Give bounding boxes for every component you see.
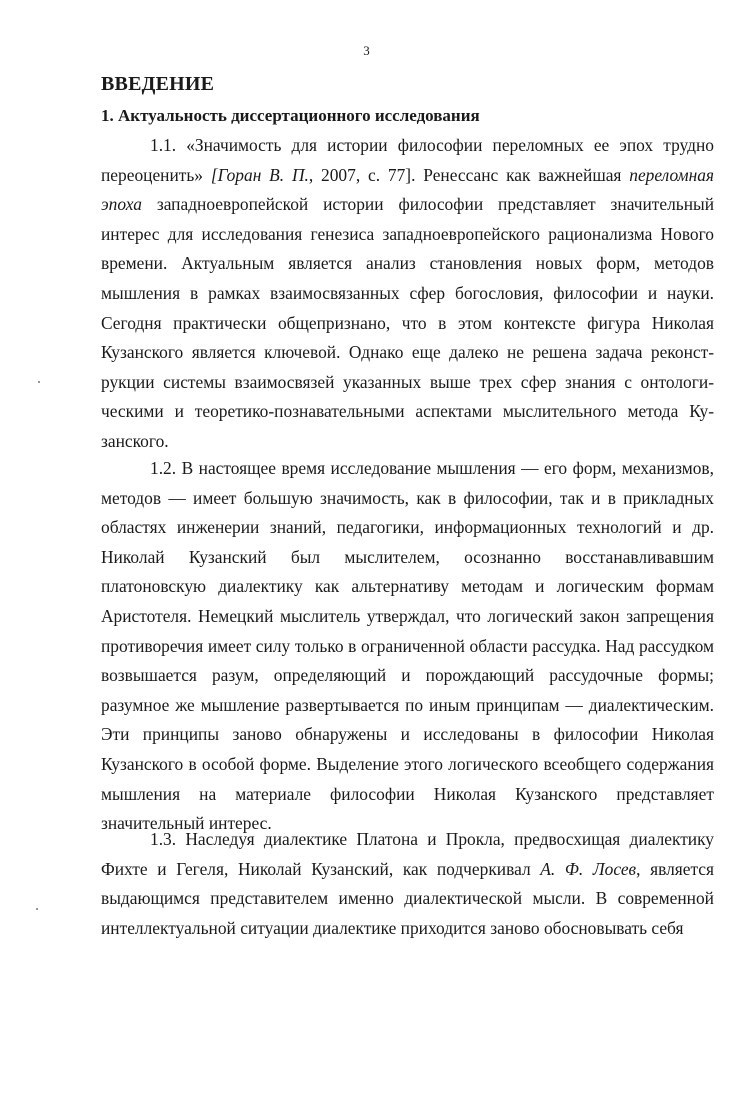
paragraph-text: , является выдающимся представителем именно диалектической мысли. В современной интеллектуальной ситуации диалектике приходится заново обосновывать себя [101,858,715,938]
scan-speck [38,381,40,383]
section-title: 1. Актуальность диссертационного исследования [101,106,480,125]
scan-speck [36,908,38,910]
chapter-heading: ВВЕДЕНИЕ [101,73,215,95]
paragraph-text: западноевропейской истории философии представляет значительный интерес для исследования генезиса западноевропейского рационализма Нового времени. Актуальным является анализ становления новых форм, методов мышления в рамках взаимосвязанных сфер богословия, философии и науки. Сегодня практически общепризнано, что в этом контексте фигура Николая Кузанского является ключевой. Однако еще далеко не решена задача реконструкции системы взаимосвязей указанных выше трех сфер знания с онтологическими и теоретико-познавательными аспектами мыслительного метода Кузанского. [101,194,714,451]
paragraph-text: 1.2. В настоящее время исследование мышления — его форм, механизмов, методов — имеет большую значимость, как в философии, так и в прикладных областях инженерии знаний, педагогики, информационных технологий и др. Николай Кузанский был мыслителем, осознанно восстанавливавшим платоновскую диалектику как альтернативу методам и логическим формам Аристотеля. Немецкий мыслитель утверждал, что логический закон запрещения противоречия имеет силу только в ограниченной области рассудка. Над рассудком возвышается разум, определяющий и порождающий рассудочные формы; разумное же мышление развертывается по иным принципам — диалектическим. Эти принципы заново обнаружены и исследованы в философии Николая Кузанского в особой форме. Выделение этого логического всеобщего содержания мышления на материале философии Николая Кузанского представляет значительный интерес. [101,458,714,834]
emphasized-author: А. Ф. Лосев [540,858,637,879]
page-number: 3 [363,43,370,58]
paragraph-1-1 [101,131,714,457]
paragraph-text: 1.3. Наследуя диалектике Платона и Прокла, предвосхищая диалектику Фихте и Гегеля, Николай Кузанский, как подчеркивал [101,829,714,879]
paragraph-text: 1.1. «Значимость для истории философии переломных ее эпох трудно переоценить» [101,135,714,185]
paragraph-1-2 [101,454,714,839]
paragraph-1-3 [101,825,714,943]
paragraph-text: , 2007, с. 77]. Ренессанс как важнейшая [308,164,630,185]
emphasized-term: переломная эпоха [101,164,714,215]
citation-author: [Горан В. П. [210,164,309,185]
